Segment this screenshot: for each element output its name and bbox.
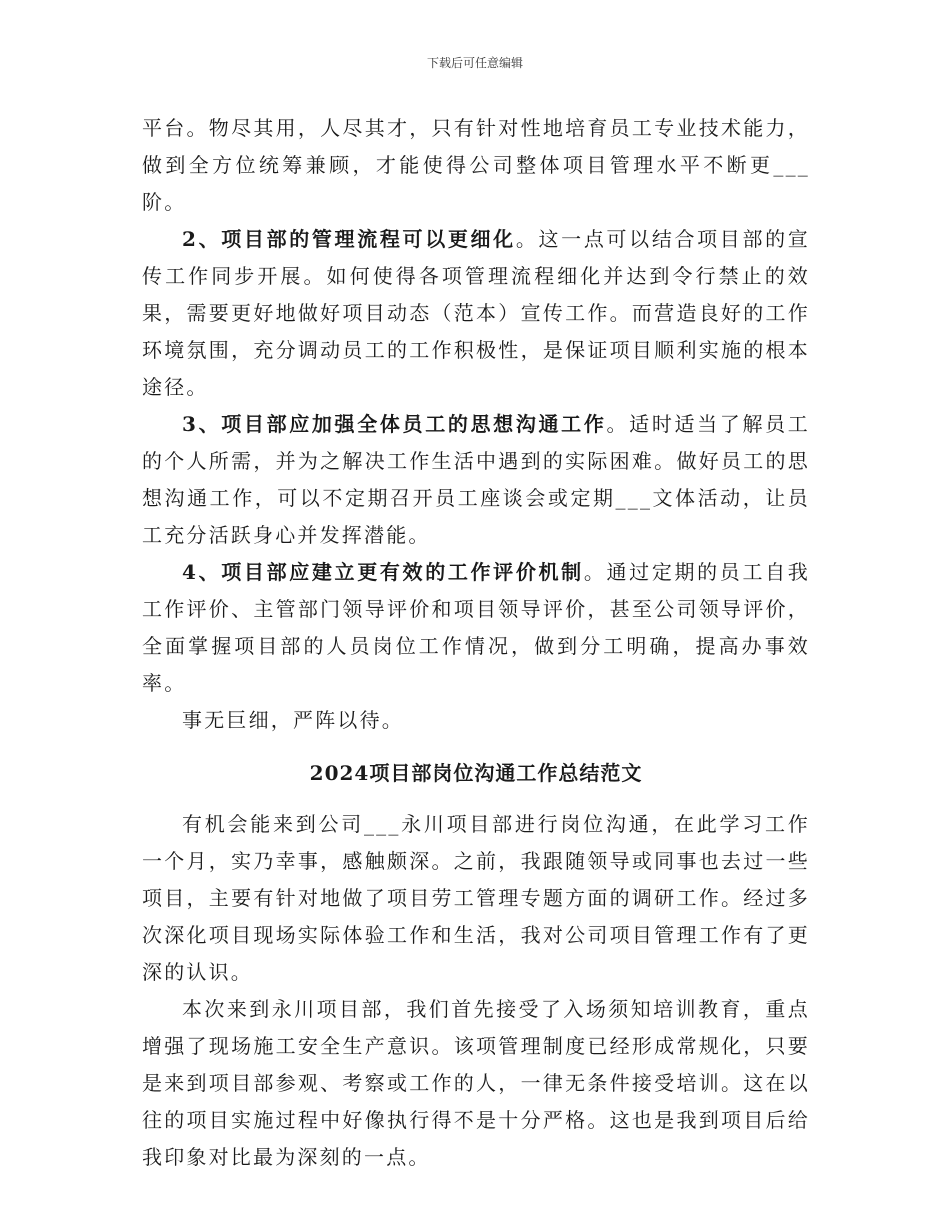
paragraph-process — [142, 221, 810, 406]
page-header: 下载后可任意编辑 — [426, 56, 523, 70]
paragraph-text: 本次来到永川项目部，我们首先接受了入场须知培训教育，重点增强了现场施工安全生产意识。该项管理制度已经形成常规化，只要是来到项目部参观、考察或工作的人，一律无条件接受培训。这在以往的项目实施过程中好像执行得不是十分严格。这也是我到项目后给我印象对比最为深刻的一点。 — [142, 997, 810, 1169]
paragraph-text: 事无巨细，严阵以待。 — [182, 708, 404, 732]
paragraph-evaluation — [142, 554, 810, 702]
paragraph-text: 。这一点可以结合项目部的宣传工作同步开展。如何使得各项管理流程细化并达到令行禁止的效果，需要更好地做好项目动态（范本）宣传工作。而营造良好的工作环境氛围，充分调动员工的工作积极性，是保证项目顺利实施的根本途径。 — [142, 227, 810, 399]
paragraph-platform — [142, 110, 810, 221]
paragraph-text: 有机会能来到公司___永川项目部进行岗位沟通，在此学习工作一个月，实乃幸事，感触颇深。之前，我跟随领导或同事也去过一些项目，主要有针对地做了项目劳工管理专题方面的调研工作。经过多次深化项目现场实际体验工作和生活，我对公司项目管理工作有了更深的认识。 — [142, 812, 810, 984]
paragraph-communication — [142, 406, 810, 554]
paragraph-lead: 4、项目部应建立更有效的工作评价机制 — [182, 560, 584, 584]
paragraph-intro — [142, 806, 810, 991]
paragraph-closing — [142, 702, 810, 739]
paragraph-lead: 3、项目部应加强全体员工的思想沟通工作 — [182, 412, 607, 436]
document-body — [142, 110, 810, 1176]
paragraph-text: 。通过定期的员工自我工作评价、主管部门领导评价和项目领导评价，甚至公司领导评价，全面掌握项目部的人员岗位工作情况，做到分工明确，提高办事效率。 — [142, 560, 810, 695]
paragraph-lead: 2、项目部的管理流程可以更细化 — [182, 227, 516, 251]
paragraph-text: 。适时适当了解员工的个人所需，并为之解决工作生活中遇到的实际困难。做好员工的思想沟通工作，可以不定期召开员工座谈会或定期___文体活动，让员工充分活跃身心并发挥潜能。 — [142, 412, 810, 547]
paragraph-text: 平台。物尽其用，人尽其才，只有针对性地培育员工专业技术能力，做到全方位统筹兼顾，才能使得公司整体项目管理水平不断更___阶。 — [142, 116, 810, 214]
section-title: 2024项目部岗位沟通工作总结范文 — [309, 761, 643, 785]
paragraph-training — [142, 991, 810, 1176]
